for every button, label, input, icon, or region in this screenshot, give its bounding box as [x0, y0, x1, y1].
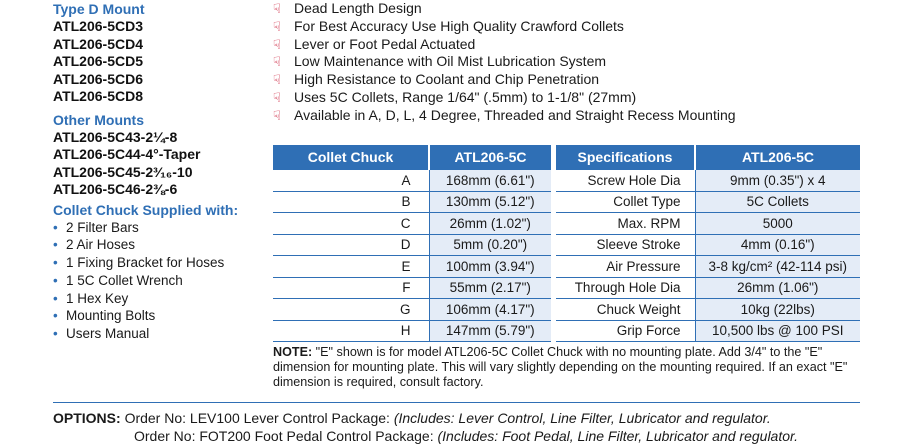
table-header: Specifications [556, 145, 695, 170]
spec-label: Collet Type [613, 194, 681, 210]
list-item: • Mounting Bolts [53, 307, 273, 325]
supplied-items-list [53, 219, 273, 344]
option-order: Order No: LEV100 Lever Control Package: [124, 410, 394, 426]
list-item: • 2 Air Hoses [53, 236, 273, 254]
list-item: • 1 5C Collet Wrench [53, 272, 273, 290]
list-item: • 1 Hex Key [53, 290, 273, 308]
dimension-label: C [400, 215, 411, 231]
other-mounts-list [53, 129, 273, 199]
feature-text: For Best Accuracy Use High Quality Crawford Collets [294, 17, 624, 34]
spec-value: 10kg (22lbs) [695, 299, 860, 321]
table-row [273, 191, 551, 213]
feature-text: Lever or Foot Pedal Actuated [294, 35, 476, 52]
option-line [53, 428, 798, 446]
note-paragraph [273, 345, 863, 391]
dimension-label: B [401, 194, 411, 210]
table-header: Collet Chuck [273, 145, 429, 170]
list-item: • 1 Fixing Bracket for Hoses [53, 254, 273, 272]
feature-item [273, 53, 893, 71]
options-section [53, 410, 798, 445]
dimension-label: F [402, 280, 411, 296]
table-row [273, 170, 551, 192]
table-row [273, 320, 551, 342]
dimension-value: 100mm (3.94") [429, 256, 551, 278]
model-item: ATL206-5CD6 [53, 70, 143, 87]
spec-value: 5C Collets [695, 191, 860, 213]
table-row [556, 234, 860, 256]
feature-item [273, 89, 893, 107]
supplied-with-heading: Collet Chuck Supplied with: [53, 201, 239, 218]
table-row [556, 256, 860, 278]
option-order: Order No: FOT200 Foot Pedal Control Package: [134, 427, 438, 444]
list-item: • 2 Filter Bars [53, 219, 273, 237]
option-line [53, 410, 798, 428]
divider [53, 402, 860, 403]
dimension-value: 130mm (5.12") [429, 191, 551, 213]
hand-pointer-icon: ☟ [273, 36, 281, 52]
spec-label: Grip Force [616, 323, 681, 339]
specifications-table [556, 145, 860, 342]
other-mounts-heading: Other Mounts [53, 111, 144, 128]
table-row [556, 320, 860, 342]
option-detail: (Includes: Lever Control, Line Filter, Lubricator and regulator. [393, 410, 771, 426]
table-row [273, 256, 551, 278]
left-column [53, 0, 273, 343]
model-item: ATL206-5C44-4°-Taper [53, 146, 201, 162]
table-header: ATL206-5C [429, 145, 551, 170]
feature-item [273, 0, 893, 18]
feature-list [273, 0, 893, 125]
spec-value: 26mm (1.06") [695, 277, 860, 299]
hand-pointer-icon: ☟ [273, 107, 281, 123]
hand-pointer-icon: ☟ [273, 54, 281, 70]
table-row [273, 277, 551, 299]
feature-text: High Resistance to Coolant and Chip Penetration [294, 71, 600, 88]
spec-label: Sleeve Stroke [596, 237, 681, 253]
spec-value: 3-8 kg/cm² (42-114 psi) [695, 256, 860, 278]
feature-text: Dead Length Design [294, 0, 422, 16]
type-d-heading: Type D Mount [53, 1, 145, 17]
feature-item [273, 36, 893, 54]
spec-value: 10,500 lbs @ 100 PSI [695, 320, 860, 342]
table-row [556, 191, 860, 213]
table-row [556, 277, 860, 299]
spec-label: Screw Hole Dia [587, 172, 681, 188]
dimension-value: 55mm (2.17") [429, 277, 551, 299]
dimension-label: G [399, 301, 411, 317]
model-item: ATL206-5CD5 [53, 53, 143, 69]
table-row [556, 213, 860, 235]
note-label: NOTE: [273, 345, 313, 359]
options-label: OPTIONS: [53, 410, 121, 426]
table-header: ATL206-5C [695, 145, 860, 170]
note-text: "E" shown is for model ATL206-5C Collet Chuck with no mounting plate. Add 3/4" to the "E" dimension for mounting plate. This will vary slightly depending on the mounting required. If an exact "E" dimension is required, consult factory. [273, 345, 848, 390]
table-row [556, 299, 860, 321]
model-item: ATL206-5C43-2¼-8 [53, 128, 178, 145]
hand-pointer-icon: ☟ [273, 72, 281, 88]
type-d-model-list [53, 18, 273, 106]
spec-label: Chuck Weight [596, 301, 681, 317]
model-item: ATL206-5C46-2⅜-6 [53, 181, 178, 197]
spec-value: 9mm (0.35") x 4 [695, 170, 860, 192]
model-item: ATL206-5CD4 [53, 35, 143, 52]
spec-label: Through Hole Dia [574, 280, 681, 296]
spec-label: Air Pressure [606, 258, 681, 274]
dimension-label: H [400, 323, 411, 339]
feature-text: Uses 5C Collets, Range 1/64" (.5mm) to 1-1/8" (27mm) [294, 88, 637, 105]
option-detail: (Includes: Foot Pedal, Line Filter, Lubricator and regulator. [437, 427, 799, 444]
dimensions-table [273, 145, 551, 342]
spec-value: 4mm (0.16") [695, 234, 860, 256]
dimension-value: 168mm (6.61") [429, 170, 551, 192]
table-row [273, 213, 551, 235]
feature-item [273, 71, 893, 89]
table-row [273, 299, 551, 321]
list-item: • Users Manual [53, 325, 273, 343]
hand-pointer-icon: ☟ [273, 18, 281, 34]
dimension-label: D [400, 237, 411, 253]
feature-item [273, 107, 893, 125]
table-row [556, 170, 860, 192]
model-item: ATL206-5C45-2³⁄₁₆-10 [53, 163, 193, 180]
feature-text: Low Maintenance with Oil Mist Lubrication System [294, 53, 607, 70]
dimension-value: 147mm (5.79") [429, 320, 551, 342]
dimension-value: 26mm (1.02") [429, 213, 551, 235]
model-item: ATL206-5CD8 [53, 88, 143, 104]
dimension-label: E [401, 258, 411, 274]
model-item: ATL206-5CD3 [53, 18, 143, 34]
dimension-value: 106mm (4.17") [429, 299, 551, 321]
hand-pointer-icon: ☟ [273, 89, 281, 105]
spec-value: 5000 [695, 213, 860, 235]
feature-text: Available in A, D, L, 4 Degree, Threaded and Straight Recess Mounting [294, 106, 736, 123]
spec-label: Max. RPM [617, 215, 681, 231]
dimension-value: 5mm (0.20") [429, 234, 551, 256]
feature-item [273, 18, 893, 36]
table-row [273, 234, 551, 256]
hand-pointer-icon: ☟ [273, 1, 281, 16]
dimension-label: A [401, 172, 411, 188]
